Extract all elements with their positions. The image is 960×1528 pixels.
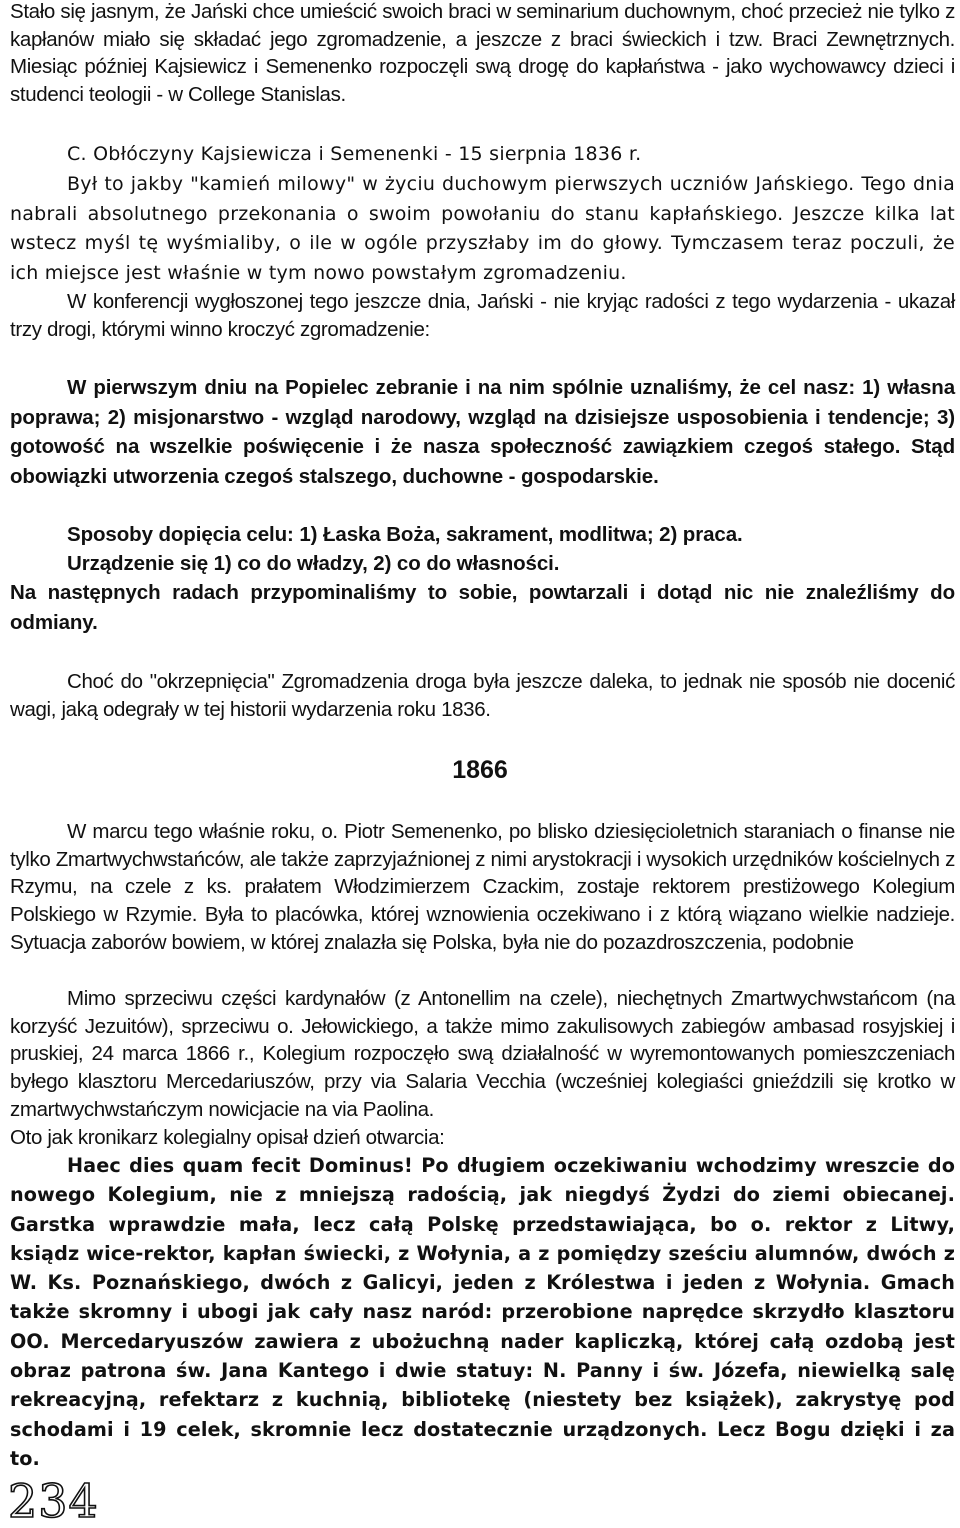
quote-chronicle: Haec dies quam fecit Dominus! Po długiem oczekiwaniu wchodzimy wreszcie do nowego Kolegium, nie z mniejszą radością, jak niegdyś Żydzi do ziemi obiecanej. Garstka wprawdzie mała, lecz całą Polskę przedstawiająca, bo o. rektor z Litwy, ksiądz wice-rektor, kapłan świecki, z Wołynia, a z pomiędzy sześciu alumnów, dwóch z W. Ks. Poznańskiego, dwóch z Galicyi, jeden z Królestwa i jeden z Wołynia. Gmach także skromny i ubogi jak cały nasz naród: przerobione naprędce skrzydło klasztoru OO. Mercedaryuszów zawiera z ubożuchną nader kapliczką, której całą ozdobą jest obraz patrona św. Jana Kantego i dwie statuy: N. Panny i św. Józefa, niewielką salę rekreacyjną, refektarz z kuchnią, bibliotekę (niestety bez książek), zakrystyę pod schodami i 19 celek, skromnie lecz dostatecznie urządzonych. Lecz Bogu dzięki i za to. (10, 1154, 955, 1470)
page-number: 234 (8, 1474, 99, 1528)
quote-urzadzenie: Urządzenie się 1) co do władzy, 2) co do własności. (67, 552, 560, 575)
paragraph-kronikarz: Oto jak kronikarz kolegialny opisał dzień otwarcia: (10, 1126, 445, 1149)
paragraph-okrzepniecie: Choć do "okrzepnięcia" Zgromadzenia droga była jeszcze daleka, to jednak nie sposób nie docenić wagi, jaką odegrały w tej historii wydarzenia roku 1836. (10, 670, 955, 721)
quote-popielec: W pierwszym dniu na Popielec zebranie i na nim spólnie uznaliśmy, że cel nasz: 1) własna poprawa; 2) misjonarstwo - wzgląd narodowy, wzgląd na dzisiejsze usposobienia i tendencje; 3) gotowość na wszelkie poświęcenie i że nasza społeczność zawiązkiem czegoś stałego. Stąd obowiązki utworzenia czegoś stalszego, duchowne - gospodarskie. (10, 376, 955, 488)
paragraph-intro: Stało się jasnym, że Jański chce umieścić swoich braci w seminarium duchownym, choć przecież nie tylko z kapłanów miało się składać jego zgromadzenie, a jeszcze z braci świeckich i tzw. Braci Zewnętrznych. Miesiąc później Kajsiewicz i Semenenko rozpoczęli swą drogę do kapłaństwa - jako wychowawcy dzieci i studenci teologii - w College Stanislas. (10, 0, 955, 106)
year-heading: 1866 (452, 756, 508, 784)
paragraph-obloczyny: Był to jakby "kamień milowy" w życiu duchowym pierwszych uczniów Jańskiego. Tego dnia nabrali absolutnego przekonania o swoim powołaniu do stanu kapłańskiego. Jeszcze kilka lat wstecz myśl tę wyśmialiby, o ile w ogóle przyszłaby im do głowy. Tymczasem teraz poczuli, że ich miejsce jest właśnie w tym nowo powstałym zgromadzeniu. (10, 173, 955, 284)
paragraph-konferencja: W konferencji wygłoszonej tego jeszcze dnia, Jański - nie kryjąc radości z tego wydarzenia - ukazał trzy drogi, którymi winno kroczyć zgromadzenie: (10, 290, 955, 341)
section-heading-c: C. Obłóczyny Kajsiewicza i Semenenki - 15 sierpnia 1836 r. (67, 143, 642, 165)
quote-rady: Na następnych radach przypominaliśmy to sobie, powtarzali i dotąd nic nie znaleźliśmy do odmiany. (10, 581, 955, 634)
paragraph-semenenko: W marcu tego właśnie roku, o. Piotr Semenenko, po blisko dziesięcioletnich staraniach o finanse nie tylko Zmartwychwstańców, ale także zaprzyjaźnionej z nimi arystokracji i wysokich urzędników kościelnych z Rzymu, na czele z ks. prałatem Włodzimierzem Czackim, zostaje rektorem prestiżowego Kolegium Polskiego w Rzymie. Była to placówka, której wznowienia oczekiwano i z którą wiązano wielkie nadzieje. Sytuacja zaborów bowiem, w której znalazła się Polska, była nie do pozazdroszczenia, podobnie (10, 820, 955, 954)
paragraph-kolegium: Mimo sprzeciwu części kardynałów (z Antonellim na czele), niechętnych Zmartwychwstańcom (na korzyść Jezuitów), sprzeciwu o. Jełowickiego, a także mimo zakulisowych zabiegów ambasad rosyjskiej i pruskiej, 24 marca 1866 r., Kolegium rozpoczęło swą działalność w wyremontowanych pomieszczeniach byłego klasztoru Mercedariuszów, przy via Salaria Vecchia (wcześniej kolegiaści gnieździli się krotko w zmartwychwstańczym nowicjacie na via Paolina. (10, 987, 955, 1121)
quote-sposoby: Sposoby dopięcia celu: 1) Łaska Boża, sakrament, modlitwa; 2) praca. (67, 523, 743, 546)
